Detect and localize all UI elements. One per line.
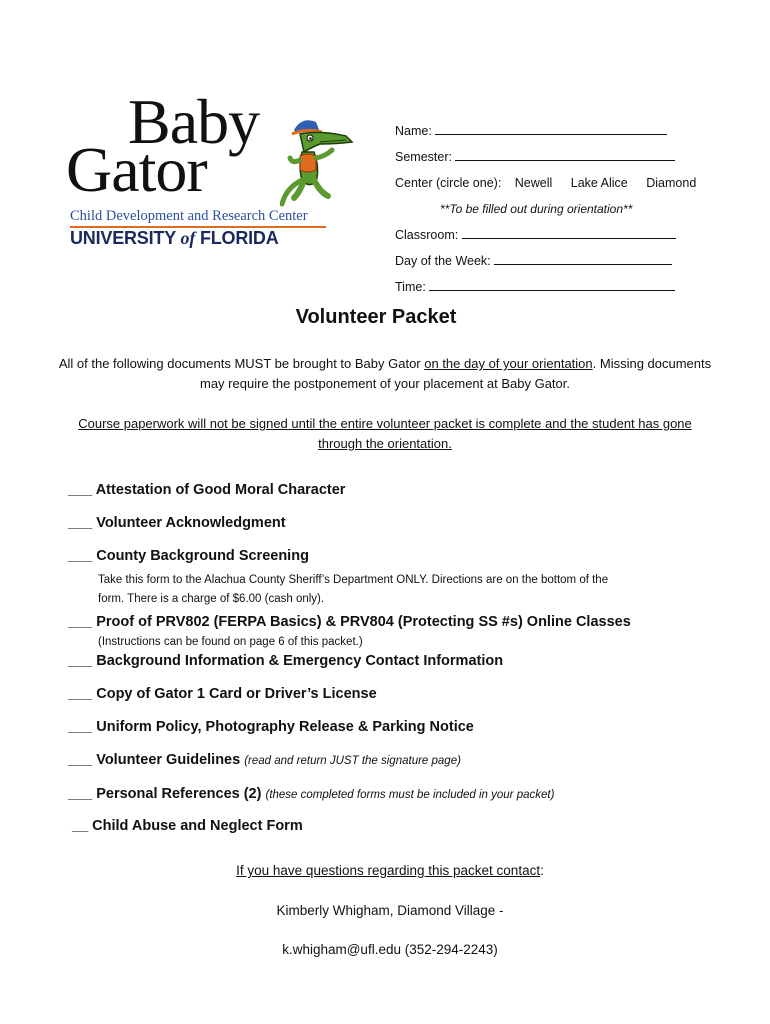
center-field <box>395 175 696 191</box>
semester-blank[interactable] <box>455 149 675 161</box>
intro-text-2: . Missing documents may require the postponement of your placement at Baby Gator. <box>200 356 712 391</box>
course-paperwork-note: Course paperwork will not be signed until the entire volunteer packet is complete and the student has gone through the orientation. <box>78 416 692 451</box>
page-title: Volunteer Packet <box>295 306 457 328</box>
checklist-item-gator-card[interactable] <box>68 686 377 702</box>
checkbox-blank[interactable]: ___ <box>68 482 93 498</box>
checklist-item-attestation[interactable] <box>68 482 345 498</box>
checklist-label: County Background Screening <box>96 548 309 564</box>
name-blank[interactable] <box>435 123 667 135</box>
checklist-item-child-abuse[interactable] <box>72 818 303 834</box>
checkbox-blank[interactable]: ___ <box>68 548 93 564</box>
checklist-label: Personal References (2) <box>96 786 262 802</box>
name-field[interactable] <box>395 123 667 139</box>
checklist-note: (these completed forms must be included in your packet) <box>265 789 555 801</box>
checklist-label: Attestation of Good Moral Character <box>95 482 346 498</box>
checklist-item-volunteer-guidelines[interactable] <box>68 752 461 768</box>
checkbox-blank[interactable]: ___ <box>68 614 93 630</box>
prv-details: (Instructions can be found on page 6 of this packet.) <box>98 636 363 648</box>
time-label: Time: <box>395 280 426 294</box>
center-label: Center (circle one): <box>395 176 502 190</box>
checkbox-blank[interactable]: ___ <box>68 515 93 531</box>
contact-heading <box>0 863 770 878</box>
intro-paragraph <box>55 354 715 394</box>
time-blank[interactable] <box>429 279 675 291</box>
checklist-label: Proof of PRV802 (FERPA Basics) & PRV804 (Protecting SS #s) Online Classes <box>96 614 631 630</box>
checkbox-blank[interactable]: ___ <box>68 653 93 669</box>
classroom-blank[interactable] <box>462 227 676 239</box>
checklist-note: (read and return JUST the signature page) <box>244 755 461 767</box>
checklist-item-background-info[interactable] <box>68 653 503 669</box>
intro-text-1: All of the following documents MUST be brought to Baby Gator <box>58 356 425 371</box>
screening-details-line-1: Take this form to the Alachua County Sheriff’s Department ONLY. Directions are on the bottom of the <box>98 574 609 586</box>
logo-university <box>70 228 279 249</box>
logo-word-baby: Baby <box>128 86 260 157</box>
center-option-diamond[interactable]: Diamond <box>646 176 697 190</box>
checkbox-blank[interactable]: ___ <box>68 686 93 702</box>
day-field[interactable] <box>395 253 672 269</box>
logo-university-pre: UNIVERSITY <box>70 228 176 248</box>
screening-details-line-2: form. There is a charge of $6.00 (cash only). <box>98 593 325 605</box>
checklist-item-uniform-policy[interactable] <box>68 719 474 735</box>
contact-name: Kimberly Whigham, Diamond Village - <box>276 903 504 918</box>
center-option-lake-alice[interactable]: Lake Alice <box>570 176 628 190</box>
contact-heading-colon: : <box>540 863 544 878</box>
checkbox-blank[interactable]: ___ <box>68 719 93 735</box>
checklist-label: Volunteer Acknowledgment <box>96 515 286 531</box>
day-blank[interactable] <box>494 253 672 265</box>
name-label: Name: <box>395 124 432 138</box>
day-label: Day of the Week: <box>395 254 491 268</box>
checklist-item-acknowledgment[interactable] <box>68 515 286 531</box>
orientation-note: **To be filled out during orientation** <box>440 202 633 216</box>
checklist-item-prv-classes[interactable] <box>68 614 631 630</box>
checklist-label: Uniform Policy, Photography Release & Parking Notice <box>96 719 474 735</box>
logo-subtitle: Child Development and Research Center <box>70 208 308 224</box>
checklist-label: Child Abuse and Neglect Form <box>92 818 303 834</box>
checklist-item-background-screening[interactable] <box>68 548 309 564</box>
semester-label: Semester: <box>395 150 452 164</box>
checklist-label: Volunteer Guidelines <box>96 752 241 768</box>
contact-heading-text: If you have questions regarding this packet contact <box>236 863 541 878</box>
semester-field[interactable] <box>395 149 675 165</box>
center-option-newell[interactable]: Newell <box>514 176 553 190</box>
checklist-label: Background Information & Emergency Contact Information <box>96 653 504 669</box>
checkbox-blank[interactable]: ___ <box>68 786 93 802</box>
baby-gator-logo <box>66 86 356 260</box>
checkbox-blank[interactable]: __ <box>72 818 89 834</box>
alligator-mascot-icon <box>280 108 358 208</box>
checklist-label: Copy of Gator 1 Card or Driver’s License <box>96 686 377 702</box>
checklist-item-personal-references[interactable] <box>68 786 554 802</box>
intro-underlined: on the day of your orientation <box>424 356 593 371</box>
time-field[interactable] <box>395 279 675 295</box>
logo-word-gator: Gator <box>66 134 207 205</box>
classroom-label: Classroom: <box>395 228 459 242</box>
logo-university-of: of <box>180 228 196 248</box>
contact-email-phone[interactable]: k.whigham@ufl.edu (352-294-2243) <box>282 942 498 957</box>
checkbox-blank[interactable]: ___ <box>68 752 93 768</box>
classroom-field[interactable] <box>395 227 676 243</box>
logo-university-post: FLORIDA <box>199 228 279 248</box>
